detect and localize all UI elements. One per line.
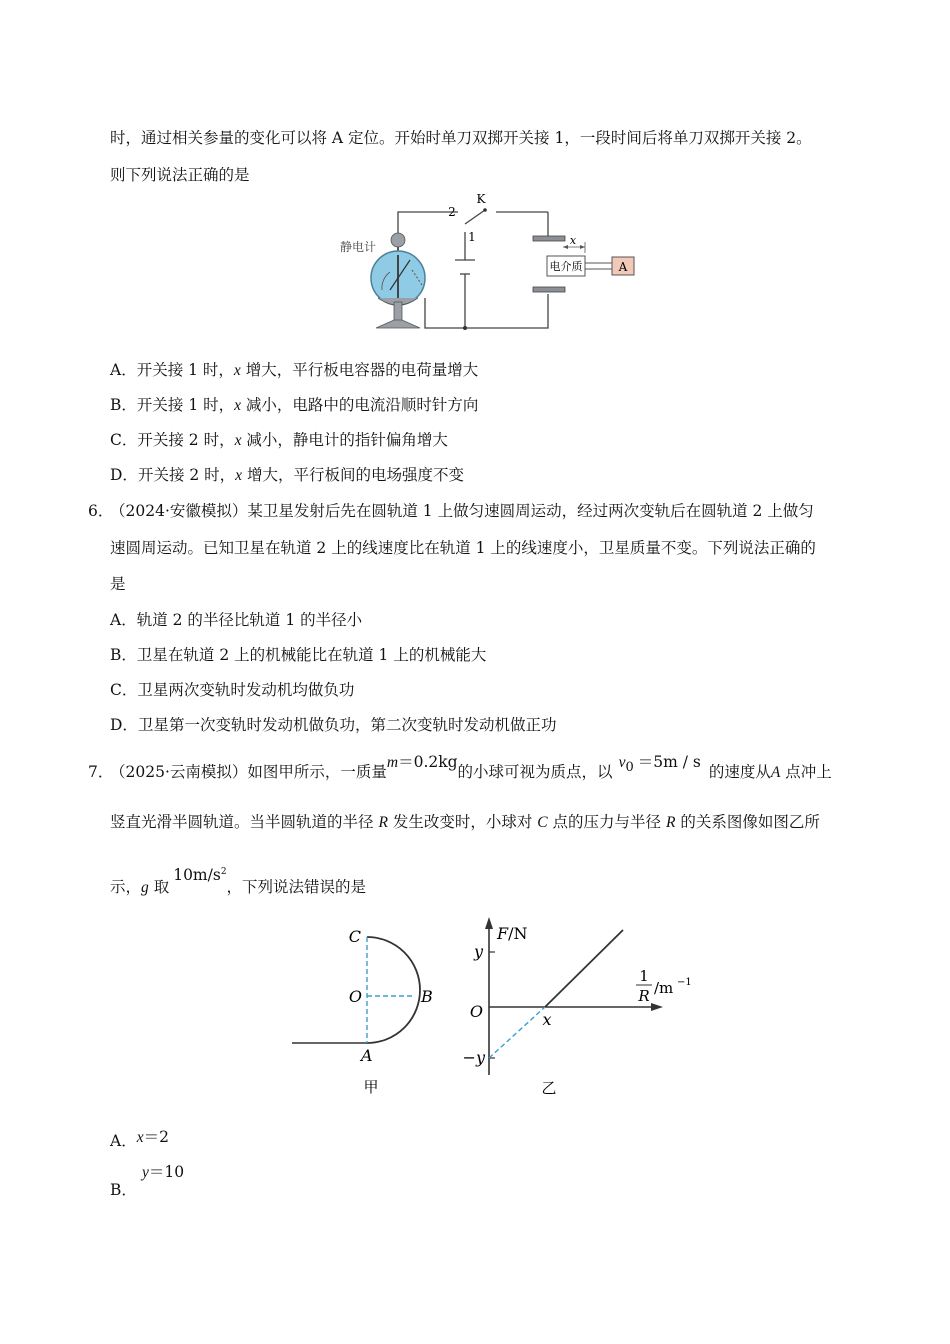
q5-text-line2: 则下列说法正确的是 xyxy=(110,166,250,184)
axis-unit: /m xyxy=(654,979,674,997)
origin-label: O xyxy=(469,1002,483,1021)
x-distance-label: x xyxy=(569,234,577,247)
dielectric-label: 电介质 xyxy=(549,260,583,273)
q6-option-b: B．卫星在轨道 2 上的机械能比在轨道 1 上的机械能大 xyxy=(110,646,487,664)
q5-option-b: B．开关接 1 时，x 减小，电路中的电流沿顺时针方向 xyxy=(110,396,479,414)
q6-number: 6． xyxy=(88,502,114,520)
switch-label: K xyxy=(476,192,486,206)
q6-text-line2: 速圆周运动。已知卫星在轨道 2 上的线速度比在轨道 1 上的线速度小，卫星质量不变。下列说法正确的 xyxy=(110,539,816,557)
force-radius-graph xyxy=(455,915,705,1100)
a-block-label: A xyxy=(618,260,628,274)
capacitor-circuit-figure xyxy=(330,190,650,340)
q7-text-line1: （2025·云南模拟）如图甲所示，一质量m＝0.2kg的小球可视为质点，以$v_0 =5m / s$的速度从A 点冲上 xyxy=(110,753,832,781)
point-c-label: C xyxy=(348,927,361,946)
q7-text-line3: 示，g 取$10m/s^2$，下列说法错误的是 xyxy=(110,866,367,897)
point-b-label: B xyxy=(421,987,433,1006)
fig-yi-caption: 乙 xyxy=(541,1079,557,1097)
electroscope-icon xyxy=(371,233,425,328)
y-tick-label: y xyxy=(473,942,483,961)
point-a-label: A xyxy=(361,1046,373,1065)
axis-unit-exp: −1 xyxy=(677,977,692,988)
point-o-label: O xyxy=(348,987,362,1006)
q7-text-line2: 竖直光滑半圆轨道。当半圆轨道的半径 R 发生改变时，小球对 C 点的压力与半径 R 的关系图像如图乙所 xyxy=(110,813,820,831)
q7-option-b: B． xyxy=(110,1181,137,1199)
q5-option-c: C．开关接 2 时，x 减小，静电计的指针偏角增大 xyxy=(110,431,448,449)
fig-jia-caption: 甲 xyxy=(363,1078,379,1096)
f-axis-label: F/N xyxy=(497,924,528,943)
electroscope-label: 静电计 xyxy=(340,240,377,254)
switch-pos2-label: 2 xyxy=(448,205,456,219)
q5-option-a: A．开关接 1 时，x 增大，平行板电容器的电荷量增大 xyxy=(110,361,479,379)
q6-option-a: A．轨道 2 的半径比轨道 1 的半径小 xyxy=(110,611,363,629)
q7-option-a: A．x＝2 xyxy=(110,1128,169,1150)
q6-option-d: D．卫星第一次变轨时发动机做负功，第二次变轨时发动机做正功 xyxy=(110,716,557,734)
switch-pos1-label: 1 xyxy=(468,230,476,244)
q7-number: 7． xyxy=(88,763,114,781)
q5-text-line1: 时，通过相关参量的变化可以将 A 定位。开始时单刀双掷开关接 1，一段时间后将单刀双掷开关接 2。 xyxy=(110,129,812,147)
q7-option-b-value: y＝10 xyxy=(142,1163,185,1181)
axis-frac-num: 1 xyxy=(639,967,649,985)
q5-option-d: D．开关接 2 时，x 增大，平行板间的电场强度不变 xyxy=(110,466,464,484)
q6-text-line3: 是 xyxy=(110,575,126,593)
semicircle-track-figure xyxy=(285,920,445,1100)
neg-y-tick-label: −y xyxy=(462,1048,485,1067)
q6-text-line1: （2024·安徽模拟）某卫星发射后先在圆轨道 1 上做匀速圆周运动，经过两次变轨后在圆轨道 2 上做匀 xyxy=(110,502,814,520)
q6-option-c: C．卫星两次变轨时发动机均做负功 xyxy=(110,681,355,699)
axis-frac-den: R xyxy=(638,987,650,1005)
x-intercept-label: x xyxy=(542,1010,552,1029)
